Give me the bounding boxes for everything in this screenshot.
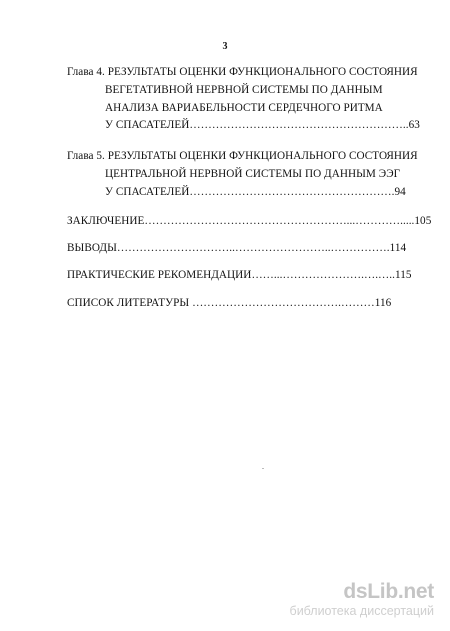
scan-speck [262,468,264,469]
toc-ch4-line-1: Глава 4. РЕЗУЛЬТАТЫ ОЦЕНКИ ФУНКЦИОНАЛЬНОГО СОСТОЯНИЯ [67,66,418,78]
watermark-logo: dsLib.net [343,580,434,603]
toc-references: СПИСОК ЛИТЕРАТУРЫ ………………………………….………116 [67,297,392,309]
toc-ch5-line-1: Глава 5. РЕЗУЛЬТАТЫ ОЦЕНКИ ФУНКЦИОНАЛЬНОГО СОСТОЯНИЯ [67,150,418,162]
toc-ch5-line-2: ЦЕНТРАЛЬНОЙ НЕРВНОЙ СИСТЕМЫ ПО ДАННЫМ ЭЭГ [105,168,401,180]
toc-ch4-line-3: АНАЛИЗА ВАРИАБЕЛЬНОСТИ СЕРДЕЧНОГО РИТМА [105,102,383,114]
watermark-subtitle: библиотека диссертаций [289,604,434,618]
toc-recommendations: ПРАКТИЧЕСКИЕ РЕКОМЕНДАЦИИ……...………………….….…..115 [67,269,412,281]
toc-ch4-line-2: ВЕГЕТАТИВНОЙ НЕРВНОЙ СИСТЕМЫ ПО ДАННЫМ [105,84,383,96]
watermark [268,580,440,625]
page-number: 3 [222,41,228,52]
toc-ch5-line-3: У СПАСАТЕЛЕЙ……………………………………………….94 [105,186,406,198]
toc-conclusion: ЗАКЛЮЧЕНИЕ………………………………………………...………….....105 [67,215,432,227]
toc-ch4-line-4: У СПАСАТЕЛЕЙ…………………………………………………..63 [105,119,420,131]
toc-findings: ВЫВОДЫ…………………………..……………………..…………….114 [67,242,407,254]
